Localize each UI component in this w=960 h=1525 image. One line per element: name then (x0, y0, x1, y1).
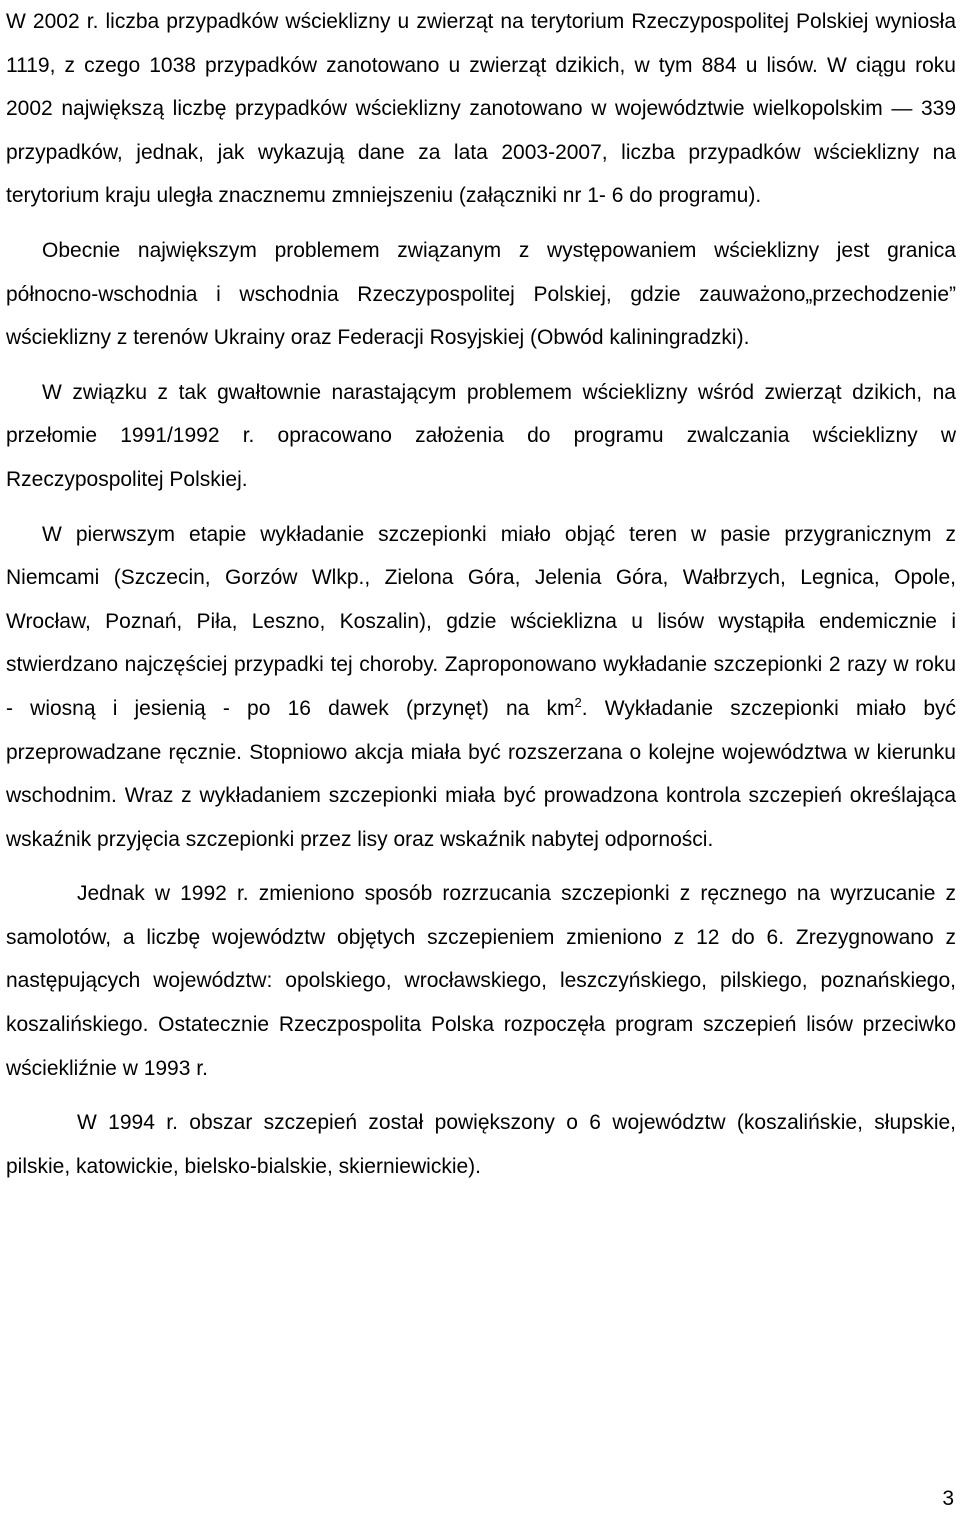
paragraph-gap (6, 861, 956, 872)
first-stage-text: W pierwszym etapie wykładanie szczepionki miało objąć teren w pasie przygranicznym z Niemcami (Szczecin, Gorzów Wlkp., Zielona Góra, Jelenia Góra, Wałbrzych, Legnica, Opole, Wrocław, Poznań, Piła, Leszno, Koszalin), gdzie wścieklizna u lisów wystąpiła endemicznie i stwierdzano najczęściej przypadki tej choroby. Zaproponowano wykładanie szczepionki 2 razy w roku - wiosną i jesienią - po 16 dawek (przynęt) na km (6, 522, 956, 720)
paragraph-1992-change: Jednak w 1992 r. zmieniono sposób rozrzucania szczepionki z ręcznego na wyrzucanie z samolotów, a liczbę województw objętych szczepieniem zmieniono z 12 do 6. Zrezygnowano z następujących województw: opolskiego, wrocławskiego, leszczyńskiego, pilskiego, poznańskiego, koszalińskiego. Ostatecznie Rzeczpospolita Polska rozpoczęła program szczepień lisów przeciwko wściekliźnie w 1993 r. (6, 882, 956, 1080)
paragraph-gap (6, 360, 956, 371)
paragraph-rabies-2002: W 2002 r. liczba przypadków wścieklizny u zwierząt na terytorium Rzeczypospolitej Polskiej wyniosła 1119, z czego 1038 przypadków zanotowano u zwierząt dzikich, w tym 884 u lisów. W ciągu roku 2002 największą liczbę przypadków wścieklizny zanotowano w województwie wielkopolskim — 339 przypadków, jednak, jak wykazują dane za lata 2003-2007, liczba przypadków wścieklizny na terytorium kraju uległa znacznemu zmniejszeniu (załączniki nr 1- 6 do programu). (6, 10, 956, 208)
page-number: 3 (942, 1487, 954, 1510)
paragraph-gap (6, 502, 956, 513)
paragraph-program-assumptions: W związku z tak gwałtownie narastającym problemem wścieklizny wśród zwierząt dzikich, na przełomie 1991/1992 r. opracowano założenia do programu zwalczania wścieklizny w Rzeczypospolitej Polskiej. (6, 380, 956, 491)
paragraph-gap (6, 1090, 956, 1101)
superscript-km2: 2 (574, 694, 582, 710)
paragraph-1994-expansion: W 1994 r. obszar szczepień został powiększony o 6 województw (koszalińskie, słupskie, pilskie, katowickie, bielsko-bialskie, skierniewickie). (6, 1111, 956, 1178)
first-stage-text-cont: . Wykładanie szczepionki miało być przeprowadzane ręcznie. Stopniowo akcja miała być rozszerzana o kolejne województwa w kierunku wschodnim. Wraz z wykładaniem szczepionki miała być prowadzona kontrola szczepień określająca wskaźnik przyjęcia szczepionki przez lisy oraz wskaźnik nabytej odporności. (6, 696, 956, 851)
paragraph-gap (6, 218, 956, 229)
document-page (6, 0, 956, 1188)
paragraph-border-problem: Obecnie największym problemem związanym z występowaniem wścieklizny jest granica północno-wschodnia i wschodnia Rzeczypospolitej Polskiej, gdzie zauważono„przechodzenie” wścieklizny z terenów Ukrainy oraz Federacji Rosyjskiej (Obwód kaliningradzki). (6, 238, 956, 350)
paragraph-first-stage (6, 513, 956, 862)
